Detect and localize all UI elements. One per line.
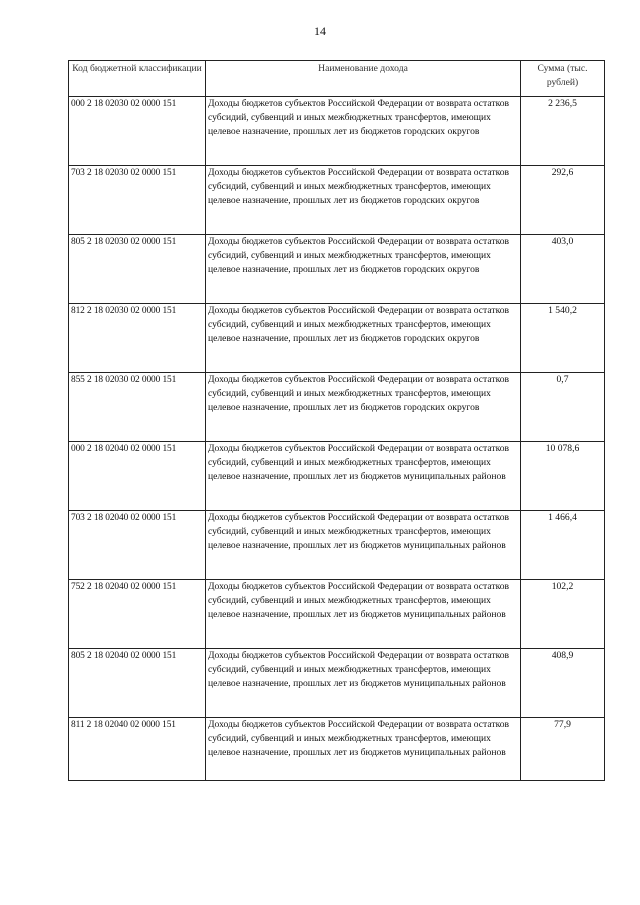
header-code: Код бюджетной классификации xyxy=(69,61,206,97)
amount-cell: 1 466,4 xyxy=(521,511,605,580)
table-row xyxy=(69,166,605,235)
budget-code-cell: 811 2 18 02040 02 0000 151 xyxy=(69,718,206,781)
revenue-name-cell: Доходы бюджетов субъектов Российской Федерации от возврата остатков субсидий, субвенций и иных межбюджетных трансфертов, имеющих целевое назначение, прошлых лет из бюджетов городских округов xyxy=(206,373,521,442)
table-row xyxy=(69,304,605,373)
revenue-name-cell: Доходы бюджетов субъектов Российской Федерации от возврата остатков субсидий, субвенций и иных межбюджетных трансфертов, имеющих целевое назначение, прошлых лет из бюджетов городских округов xyxy=(206,166,521,235)
table-row xyxy=(69,442,605,511)
amount-cell: 292,6 xyxy=(521,166,605,235)
table-header-row xyxy=(69,61,605,97)
revenue-table xyxy=(68,60,605,781)
budget-code-cell: 703 2 18 02030 02 0000 151 xyxy=(69,166,206,235)
budget-code-cell: 812 2 18 02030 02 0000 151 xyxy=(69,304,206,373)
revenue-name-cell: Доходы бюджетов субъектов Российской Федерации от возврата остатков субсидий, субвенций и иных межбюджетных трансфертов, имеющих целевое назначение, прошлых лет из бюджетов городских округов xyxy=(206,235,521,304)
amount-cell: 10 078,6 xyxy=(521,442,605,511)
revenue-name-cell: Доходы бюджетов субъектов Российской Федерации от возврата остатков субсидий, субвенций и иных межбюджетных трансфертов, имеющих целевое назначение, прошлых лет из бюджетов муниципальных районов xyxy=(206,511,521,580)
budget-code-cell: 805 2 18 02030 02 0000 151 xyxy=(69,235,206,304)
amount-cell: 0,7 xyxy=(521,373,605,442)
header-name: Наименование дохода xyxy=(206,61,521,97)
revenue-name-cell: Доходы бюджетов субъектов Российской Федерации от возврата остатков субсидий, субвенций и иных межбюджетных трансфертов, имеющих целевое назначение, прошлых лет из бюджетов муниципальных районов xyxy=(206,580,521,649)
table-row xyxy=(69,97,605,166)
table-row xyxy=(69,718,605,781)
revenue-name-cell: Доходы бюджетов субъектов Российской Федерации от возврата остатков субсидий, субвенций и иных межбюджетных трансфертов, имеющих целевое назначение, прошлых лет из бюджетов городских округов xyxy=(206,97,521,166)
amount-cell: 1 540,2 xyxy=(521,304,605,373)
budget-code-cell: 855 2 18 02030 02 0000 151 xyxy=(69,373,206,442)
amount-cell: 77,9 xyxy=(521,718,605,781)
table-row xyxy=(69,235,605,304)
amount-cell: 2 236,5 xyxy=(521,97,605,166)
table-row xyxy=(69,511,605,580)
table-row xyxy=(69,373,605,442)
amount-cell: 102,2 xyxy=(521,580,605,649)
budget-code-cell: 000 2 18 02040 02 0000 151 xyxy=(69,442,206,511)
revenue-name-cell: Доходы бюджетов субъектов Российской Федерации от возврата остатков субсидий, субвенций и иных межбюджетных трансфертов, имеющих целевое назначение, прошлых лет из бюджетов муниципальных районов xyxy=(206,649,521,718)
table-row xyxy=(69,649,605,718)
table-row xyxy=(69,580,605,649)
revenue-name-cell: Доходы бюджетов субъектов Российской Федерации от возврата остатков субсидий, субвенций и иных межбюджетных трансфертов, имеющих целевое назначение, прошлых лет из бюджетов муниципальных районов xyxy=(206,442,521,511)
amount-cell: 408,9 xyxy=(521,649,605,718)
budget-code-cell: 703 2 18 02040 02 0000 151 xyxy=(69,511,206,580)
budget-code-cell: 752 2 18 02040 02 0000 151 xyxy=(69,580,206,649)
budget-code-cell: 000 2 18 02030 02 0000 151 xyxy=(69,97,206,166)
budget-code-cell: 805 2 18 02040 02 0000 151 xyxy=(69,649,206,718)
header-sum: Сумма (тыс. рублей) xyxy=(521,61,605,97)
revenue-name-cell: Доходы бюджетов субъектов Российской Федерации от возврата остатков субсидий, субвенций и иных межбюджетных трансфертов, имеющих целевое назначение, прошлых лет из бюджетов городских округов xyxy=(206,304,521,373)
revenue-name-cell: Доходы бюджетов субъектов Российской Федерации от возврата остатков субсидий, субвенций и иных межбюджетных трансфертов, имеющих целевое назначение, прошлых лет из бюджетов муниципальных районов xyxy=(206,718,521,781)
page-number: 14 xyxy=(314,24,326,38)
amount-cell: 403,0 xyxy=(521,235,605,304)
